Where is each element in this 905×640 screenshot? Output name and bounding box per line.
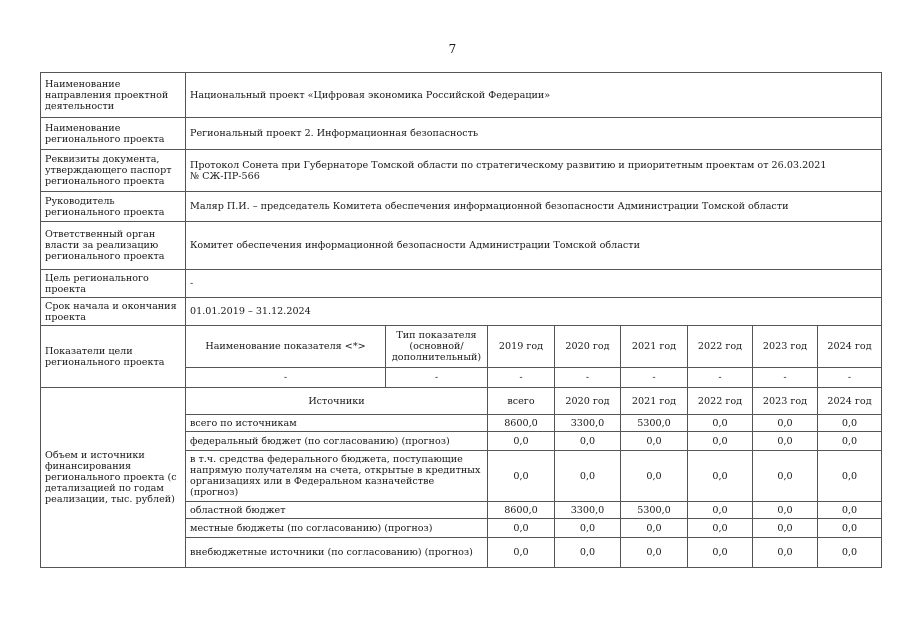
indicator-header-2019: 2019 год bbox=[488, 326, 555, 368]
financing-header-2024: 2024 год bbox=[818, 388, 882, 415]
row-responsible bbox=[41, 222, 882, 270]
financing-value: 0,0 bbox=[688, 538, 753, 568]
indicator-value: - bbox=[488, 368, 555, 388]
value-goal: - bbox=[186, 270, 882, 298]
label-financing: Объем и источники финансирования регионального проекта (с детализацией по годам реализации, тыс. рублей) bbox=[41, 388, 186, 568]
indicator-header-2024: 2024 год bbox=[818, 326, 882, 368]
row-term bbox=[41, 298, 882, 326]
value-requisites bbox=[186, 150, 882, 192]
indicator-value: - bbox=[818, 368, 882, 388]
financing-value: 0,0 bbox=[688, 432, 753, 451]
financing-value: 0,0 bbox=[555, 432, 621, 451]
value-regional-project: Региональный проект 2. Информационная безопасность bbox=[186, 118, 882, 150]
financing-value: 0,0 bbox=[488, 538, 555, 568]
financing-value: 3300,0 bbox=[555, 415, 621, 432]
financing-value: 8600,0 bbox=[488, 502, 555, 519]
financing-header-2021: 2021 год bbox=[621, 388, 688, 415]
financing-value: 0,0 bbox=[753, 502, 818, 519]
value-responsible: Комитет обеспечения информационной безопасности Администрации Томской области bbox=[186, 222, 882, 270]
label-head: Руководитель регионального проекта bbox=[41, 192, 186, 222]
financing-value: 0,0 bbox=[818, 415, 882, 432]
financing-value: 0,0 bbox=[555, 519, 621, 538]
financing-value: 0,0 bbox=[621, 451, 688, 502]
label-term: Срок начала и окончания проекта bbox=[41, 298, 186, 326]
financing-value: 0,0 bbox=[621, 519, 688, 538]
financing-source: областной бюджет bbox=[186, 502, 488, 519]
financing-value: 0,0 bbox=[621, 538, 688, 568]
row-indicators-header bbox=[41, 326, 882, 368]
financing-value: 3300,0 bbox=[555, 502, 621, 519]
financing-value: 0,0 bbox=[753, 538, 818, 568]
financing-source: внебюджетные источники (по согласованию) (прогноз) bbox=[186, 538, 488, 568]
indicator-header-type: Тип показателя (основной/ дополнительный) bbox=[386, 326, 488, 368]
indicator-value: - bbox=[688, 368, 753, 388]
indicator-header-name: Наименование показателя <*> bbox=[186, 326, 386, 368]
indicator-header-2023: 2023 год bbox=[753, 326, 818, 368]
indicator-value: - bbox=[621, 368, 688, 388]
financing-value: 0,0 bbox=[753, 415, 818, 432]
label-direction: Наименование направления проектной деятельности bbox=[41, 73, 186, 118]
financing-source: в т.ч. средства федерального бюджета, поступающие напрямую получателям на счета, открытые в кредитных организациях или в Федеральном казначействе (прогноз) bbox=[186, 451, 488, 502]
value-direction: Национальный проект «Цифровая экономика Российской Федерации» bbox=[186, 73, 882, 118]
financing-header-2022: 2022 год bbox=[688, 388, 753, 415]
label-regional-project: Наименование регионального проекта bbox=[41, 118, 186, 150]
indicator-value: - bbox=[386, 368, 488, 388]
indicator-value: - bbox=[555, 368, 621, 388]
passport-table bbox=[40, 72, 882, 568]
row-requisites bbox=[41, 150, 882, 192]
financing-value: 0,0 bbox=[818, 502, 882, 519]
financing-value: 0,0 bbox=[688, 519, 753, 538]
row-financing-header bbox=[41, 388, 882, 415]
financing-value: 0,0 bbox=[488, 451, 555, 502]
financing-source: местные бюджеты (по согласованию) (прогноз) bbox=[186, 519, 488, 538]
financing-value: 0,0 bbox=[555, 451, 621, 502]
financing-value: 5300,0 bbox=[621, 415, 688, 432]
financing-header-2023: 2023 год bbox=[753, 388, 818, 415]
value-head: Маляр П.И. – председатель Комитета обеспечения информационной безопасности Администрации Томской области bbox=[186, 192, 882, 222]
financing-value: 0,0 bbox=[621, 432, 688, 451]
financing-value: 0,0 bbox=[688, 451, 753, 502]
label-goal: Цель регионального проекта bbox=[41, 270, 186, 298]
financing-value: 0,0 bbox=[753, 519, 818, 538]
label-requisites: Реквизиты документа, утверждающего паспорт регионального проекта bbox=[41, 150, 186, 192]
financing-value: 0,0 bbox=[555, 538, 621, 568]
row-goal bbox=[41, 270, 882, 298]
financing-value: 0,0 bbox=[488, 432, 555, 451]
requisites-line-1: Протокол Сонета при Губернаторе Томской области по стратегическому развитию и приоритетным проектам от 26.03.2021 bbox=[190, 159, 827, 171]
indicator-header-2020: 2020 год bbox=[555, 326, 621, 368]
financing-source: федеральный бюджет (по согласованию) (прогноз) bbox=[186, 432, 488, 451]
row-head bbox=[41, 192, 882, 222]
page-number: 7 bbox=[448, 42, 457, 56]
financing-value: 0,0 bbox=[753, 432, 818, 451]
row-direction bbox=[41, 73, 882, 118]
value-term: 01.01.2019 – 31.12.2024 bbox=[186, 298, 882, 326]
financing-value: 0,0 bbox=[753, 451, 818, 502]
financing-value: 0,0 bbox=[818, 519, 882, 538]
financing-value: 0,0 bbox=[488, 519, 555, 538]
indicator-header-2021: 2021 год bbox=[621, 326, 688, 368]
row-regional-project bbox=[41, 118, 882, 150]
label-indicators: Показатели цели регионального проекта bbox=[41, 326, 186, 388]
financing-source: всего по источникам bbox=[186, 415, 488, 432]
financing-header-sources: Источники bbox=[186, 388, 488, 415]
indicator-value: - bbox=[186, 368, 386, 388]
financing-value: 8600,0 bbox=[488, 415, 555, 432]
financing-header-total: всего bbox=[488, 388, 555, 415]
indicator-header-2022: 2022 год bbox=[688, 326, 753, 368]
label-responsible: Ответственный орган власти за реализацию регионального проекта bbox=[41, 222, 186, 270]
financing-value: 0,0 bbox=[818, 451, 882, 502]
requisites-line-2: № СЖ-ПР-566 bbox=[190, 170, 260, 182]
financing-value: 0,0 bbox=[688, 502, 753, 519]
indicator-value: - bbox=[753, 368, 818, 388]
financing-value: 5300,0 bbox=[621, 502, 688, 519]
financing-header-2020: 2020 год bbox=[555, 388, 621, 415]
financing-value: 0,0 bbox=[688, 415, 753, 432]
financing-value: 0,0 bbox=[818, 538, 882, 568]
financing-value: 0,0 bbox=[818, 432, 882, 451]
